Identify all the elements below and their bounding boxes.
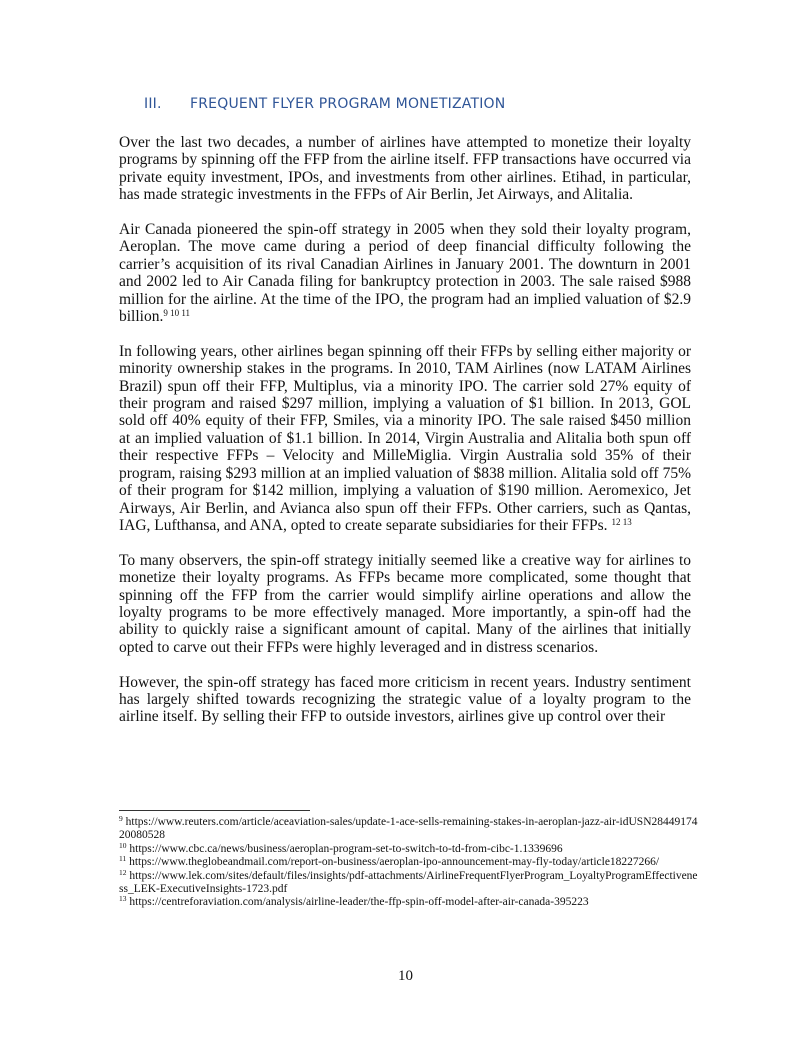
footnote-number: 10 <box>119 840 127 850</box>
footnote-number: 9 <box>119 814 123 823</box>
footnotes <box>119 816 699 910</box>
footnote-number: 13 <box>119 894 127 904</box>
paragraph <box>119 134 691 204</box>
footnote <box>119 856 699 869</box>
footnote-link[interactable]: https://www.reuters.com/article/aceaviation-sales/update-1-ace-sells-remaining-stakes-in-aeroplan-jazz-air-idUSN2844917420080528 <box>119 816 698 842</box>
footnote-number: 11 <box>119 854 127 864</box>
paragraph-text: However, the spin-off strategy has faced more criticism in recent years. Industry sentiment has largely shifted towards recognizing the strategic value of a loyalty program to the airline itself. By selling their FFP to outside investors, airlines give up control over their <box>119 673 691 726</box>
paragraph-text: To many observers, the spin-off strategy initially seemed like a creative way for airlines to monetize their loyalty programs. As FFPs became more complicated, some thought that spinning off the FFP from the carrier would simplify airline operations and allow the loyalty programs to be more effectively managed. More importantly, a spin-off had the ability to quickly raise a significant amount of capital. Many of the airlines that initially opted to carve out their FFPs were highly leveraged and in distress scenarios. <box>119 551 691 656</box>
paragraph-text: In following years, other airlines began spinning off their FFPs by selling either majority or minority ownership stakes in the programs. In 2010, TAM Airlines (now LATAM Airlines Brazil) spun off their FFP, Multiplus, via a minority IPO. The carrier sold 27% equity of their program and raised $297 million, implying a valuation of $1 billion. In 2013, GOL sold off 40% equity of their FFP, Smiles, via a minority IPO. The sale raised $450 million at an implied valuation of $1.1 billion. In 2014, Virgin Australia and Alitalia both spun off their respective FFPs – Velocity and MilleMiglia. Virgin Australia sold 35% of their program, raising $293 million at an implied valuation of $838 million. Alitalia sold off 75% of their program for $142 million, implying a valuation of $190 million. Aeromexico, Jet Airways, Air Berlin, and Avianca also spun off their FFPs. Other carriers, such as Qantas, IAG, Lufthansa, and ANA, opted to create separate subsidiaries for their FFPs. <box>119 342 691 534</box>
footnote-reference: 12 13 <box>611 516 632 527</box>
body-text <box>119 134 691 743</box>
section-heading <box>144 96 505 112</box>
footnote-link[interactable]: https://www.lek.com/sites/default/files/insights/pdf-attachments/AirlineFrequentFlyerProgram_LoyaltyProgramEffectiveness_LEK-ExecutiveInsights-1723.pdf <box>119 869 698 896</box>
footnote-number: 12 <box>119 867 127 877</box>
paragraph <box>119 552 691 656</box>
footnote <box>119 816 699 843</box>
footnote <box>119 867 699 897</box>
paragraph <box>119 343 691 534</box>
page-number: 10 <box>398 968 413 984</box>
footnote-separator <box>119 810 310 811</box>
footnote-link[interactable]: https://www.theglobeandmail.com/report-on-business/aeroplan-ipo-announcement-may-fly-today/article18227266/ <box>129 856 660 869</box>
footnote <box>119 896 699 909</box>
section-title: FREQUENT FLYER PROGRAM MONETIZATION <box>190 96 506 112</box>
paragraph-text: Air Canada pioneered the spin-off strategy in 2005 when they sold their loyalty program, Aeroplan. The move came during a period of deep financial difficulty following the carrier’s acquisition of its rival Canadian Airlines in January 2001. The downturn in 2001 and 2002 led to Air Canada filing for bankruptcy protection in 2003. The sale raised $988 million for the airline. At the time of the IPO, the program had an implied valuation of $2.9 billion. <box>119 221 691 326</box>
footnote-reference: 9 10 11 <box>163 308 191 319</box>
footnote-link[interactable]: https://www.cbc.ca/news/business/aeroplan-program-set-to-switch-to-td-from-cibc-1.1339696 <box>129 842 563 855</box>
footnote-link[interactable]: https://centreforaviation.com/analysis/airline-leader/the-ffp-spin-off-model-after-air-canada-395223 <box>129 896 589 909</box>
paragraph <box>119 221 691 325</box>
footnote <box>119 840 699 856</box>
section-number: III. <box>144 96 162 112</box>
paragraph <box>119 674 691 726</box>
paragraph-text: Over the last two decades, a number of airlines have attempted to monetize their loyalty programs by spinning off the FFP from the airline itself. FFP transactions have occurred via private equity investment, IPOs, and investments from other airlines. Etihad, in particular, has made strategic investments in the FFPs of Air Berlin, Jet Airways, and Alitalia. <box>119 134 691 204</box>
